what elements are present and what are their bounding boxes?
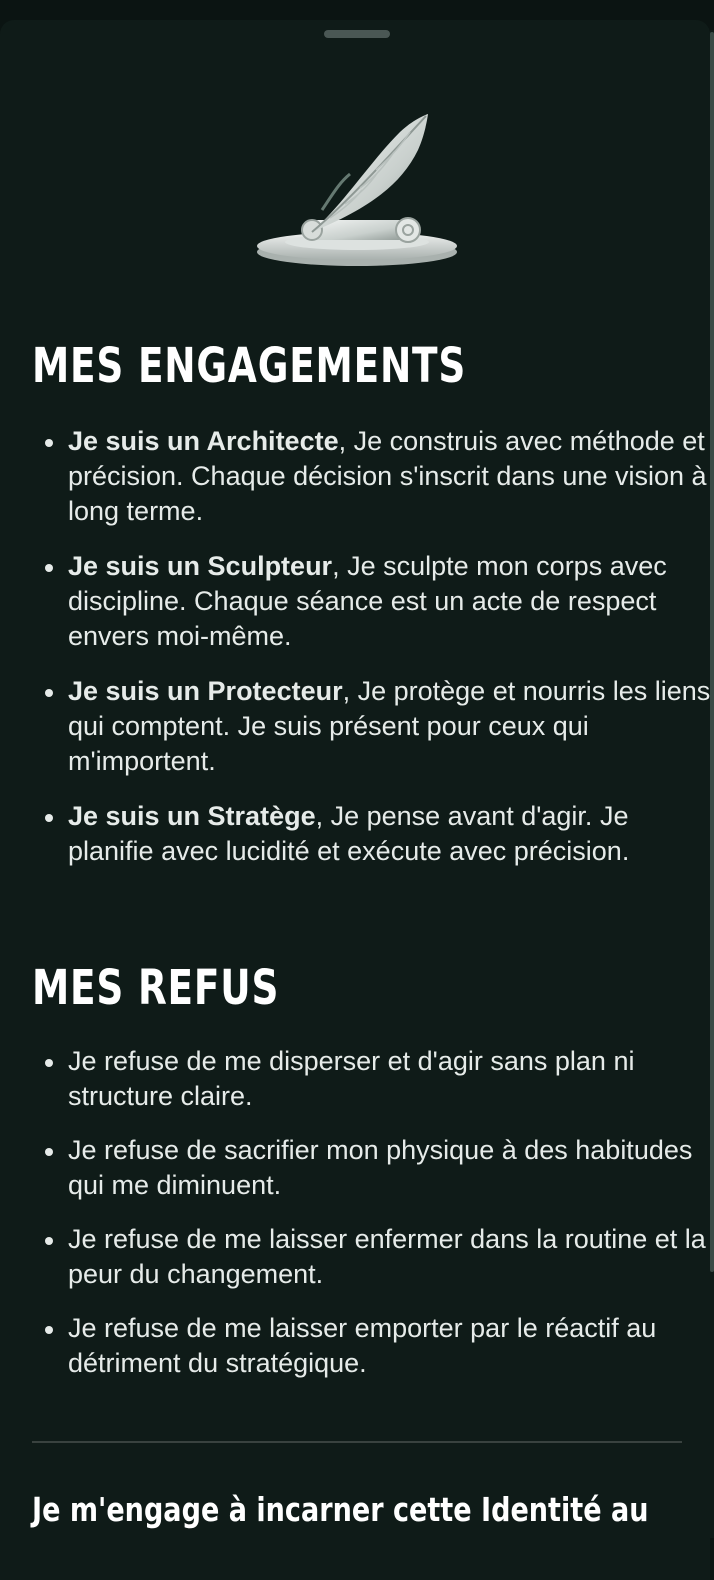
refus-title: MES REFUS xyxy=(32,960,280,1016)
list-item xyxy=(68,674,710,779)
list-item xyxy=(68,549,710,654)
engagement-text: , Je construis avec méthode et précision. Chaque décision s'inscrit dans une vision à long terme. xyxy=(68,426,707,526)
list-item xyxy=(68,799,710,869)
engagement-role: Je suis un Stratège xyxy=(68,801,316,831)
drag-handle[interactable] xyxy=(324,30,390,38)
engagement-text: , Je sculpte mon corps avec discipline. Chaque séance est un acte de respect envers moi-même. xyxy=(68,551,667,651)
divider xyxy=(32,1441,682,1443)
engagement-text: , Je protège et nourris les liens qui comptent. Je suis présent pour ceux qui m'importent. xyxy=(68,676,710,776)
engagement-role: Je suis un Protecteur xyxy=(68,676,343,706)
list-item xyxy=(68,424,710,529)
bottom-sheet xyxy=(0,20,710,1580)
list-item: Je refuse de me disperser et d'agir sans plan ni structure claire. xyxy=(68,1044,710,1114)
refus-list xyxy=(32,1044,710,1400)
engagements-list xyxy=(32,424,710,889)
engagement-role: Je suis un Sculpteur xyxy=(68,551,333,581)
engagement-role: Je suis un Architecte xyxy=(68,426,339,456)
scrollbar-thumb[interactable] xyxy=(710,32,714,1272)
quill-scroll-statue-icon xyxy=(250,92,464,272)
list-item: Je refuse de me laisser enfermer dans la routine et la peur du changement. xyxy=(68,1222,710,1292)
engagement-text: , Je pense avant d'agir. Je planifie avec lucidité et exécute avec précision. xyxy=(68,801,630,866)
pledge-text: Je m'engage à incarner cette Identité au xyxy=(32,1490,649,1529)
list-item: Je refuse de sacrifier mon physique à des habitudes qui me diminuent. xyxy=(68,1133,710,1203)
engagements-title: MES ENGAGEMENTS xyxy=(32,338,467,394)
list-item: Je refuse de me laisser emporter par le réactif au détriment du stratégique. xyxy=(68,1311,710,1381)
